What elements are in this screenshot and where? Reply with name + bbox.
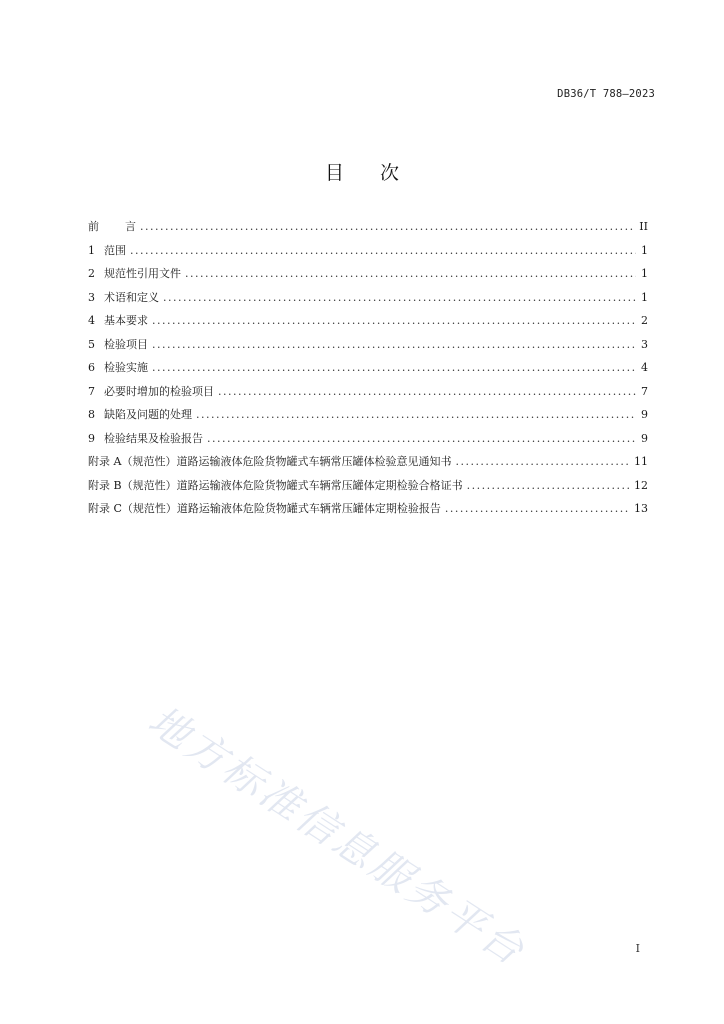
toc-leader-dots (196, 408, 636, 422)
toc-page-number: II (639, 220, 648, 233)
toc-entry-9[interactable] (88, 432, 648, 456)
toc-entry-8[interactable] (88, 408, 648, 432)
toc-leader-dots (140, 220, 635, 234)
toc-entry-7[interactable] (88, 385, 648, 409)
toc-leader-dots (152, 361, 636, 375)
toc-entry-4[interactable] (88, 314, 648, 338)
toc-section-number: 1 (88, 243, 95, 257)
page-number: I (635, 942, 640, 955)
toc-entry-appendix-a[interactable] (88, 455, 648, 479)
toc-entry-appendix-c[interactable] (88, 502, 648, 526)
watermark: 地方标准信息服务平台 (140, 697, 535, 976)
toc-label: 术语和定义 (104, 290, 159, 304)
toc-entry-appendix-b[interactable] (88, 479, 648, 503)
toc-page-number: 1 (641, 290, 648, 304)
toc-page-number: 2 (641, 314, 648, 327)
toc-section-number: 2 (88, 267, 95, 280)
toc-label: 检验项目 (104, 337, 148, 351)
toc-leader-dots (467, 479, 630, 493)
toc-label: 检验结果及检验报告 (104, 431, 203, 445)
document-code: DB36/T 788—2023 (557, 88, 655, 100)
toc-section-number: 5 (88, 337, 95, 351)
toc-section-number: 8 (88, 408, 95, 421)
toc-entry-5[interactable] (88, 338, 648, 362)
page-title: 目次 (324, 162, 435, 184)
toc-label: 必要时增加的检验项目 (104, 384, 214, 398)
toc-page-number: 9 (641, 431, 648, 445)
toc-section-number: 9 (88, 431, 95, 445)
toc-leader-dots (130, 244, 636, 258)
toc-leader-dots (445, 502, 630, 516)
toc-leader-dots (218, 385, 636, 399)
toc-label: 范围 (104, 243, 126, 257)
toc-label: 附录 B（规范性）道路运输液体危险货物罐式车辆常压罐体定期检验合格证书 (88, 478, 463, 492)
toc-page-number: 12 (634, 478, 648, 492)
toc-label: 缺陷及问题的处理 (104, 408, 192, 421)
toc-label-foreword: 前 言 (88, 220, 136, 233)
toc-entry-1[interactable] (88, 244, 648, 268)
toc-page-number: 1 (641, 243, 648, 257)
table-of-contents (88, 220, 648, 526)
toc-entry-3[interactable] (88, 291, 648, 315)
toc-leader-dots (163, 291, 636, 305)
toc-label: 基本要求 (104, 314, 148, 327)
toc-section-number: 7 (88, 384, 95, 398)
toc-entry-foreword[interactable] (88, 220, 648, 244)
toc-label: 附录 C（规范性）道路运输液体危险货物罐式车辆常压罐体定期检验报告 (88, 502, 441, 515)
toc-page-number: 4 (641, 361, 648, 374)
toc-section-number: 6 (88, 361, 95, 374)
toc-page-number: 11 (634, 455, 648, 468)
toc-label: 规范性引用文件 (104, 267, 181, 280)
toc-page-number: 9 (641, 408, 648, 421)
toc-page-number: 7 (641, 384, 648, 398)
toc-leader-dots (455, 455, 630, 469)
toc-entry-2[interactable] (88, 267, 648, 291)
toc-page-number: 3 (641, 337, 648, 351)
toc-page-number: 1 (641, 267, 648, 280)
toc-leader-dots (185, 267, 636, 281)
toc-page-number: 13 (634, 502, 648, 515)
toc-leader-dots (152, 338, 636, 352)
toc-section-number: 3 (88, 290, 95, 304)
toc-leader-dots (152, 314, 636, 328)
toc-entry-6[interactable] (88, 361, 648, 385)
toc-label: 检验实施 (104, 361, 148, 374)
toc-section-number: 4 (88, 314, 95, 327)
toc-leader-dots (207, 432, 636, 446)
toc-label: 附录 A（规范性）道路运输液体危险货物罐式车辆常压罐体检验意见通知书 (88, 455, 452, 468)
